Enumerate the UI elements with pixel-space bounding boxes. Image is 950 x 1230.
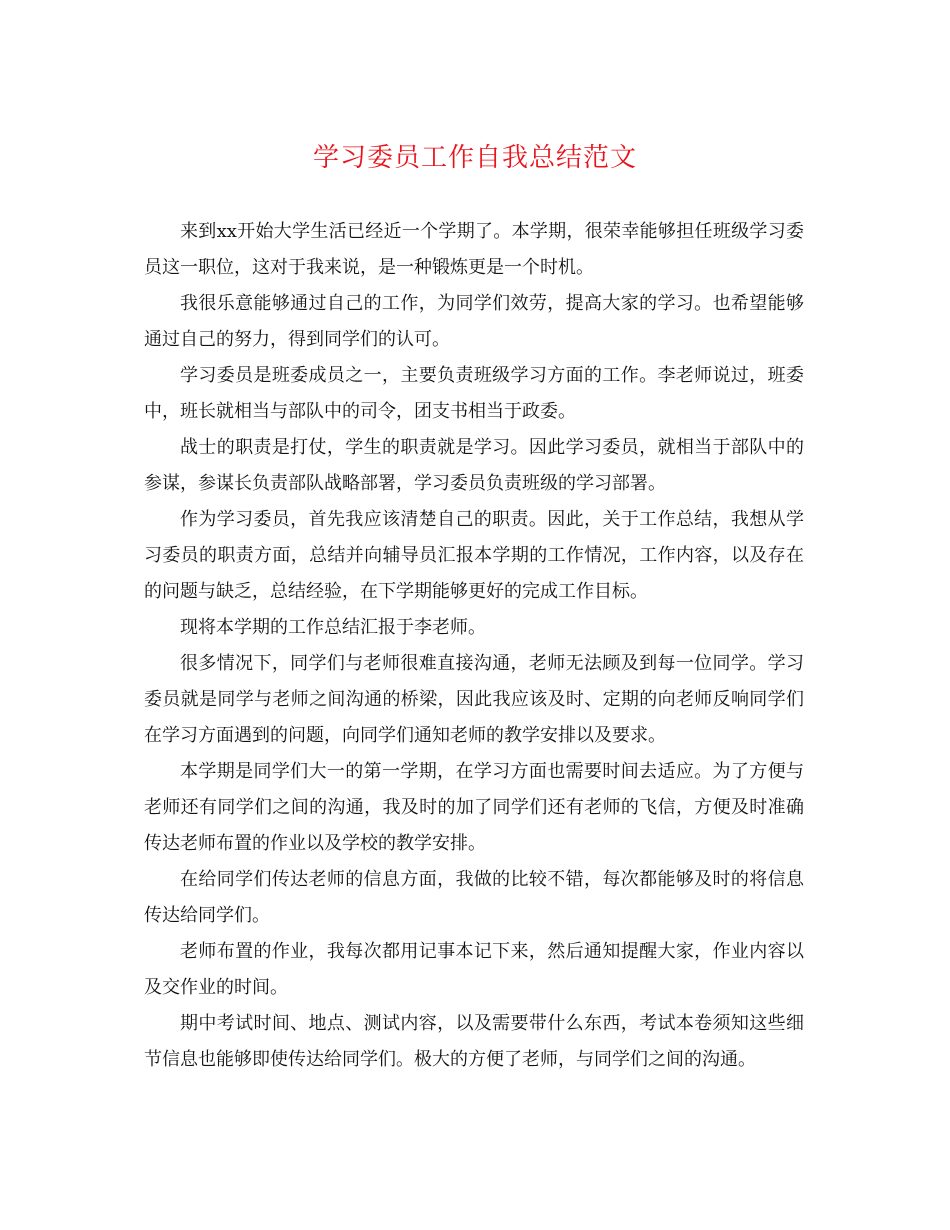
document-title: 学习委员工作自我总结范文 [312,143,637,173]
paragraph-3: 学习委员是班委成员之一，主要负责班级学习方面的工作。李老师说过，班委中，班长就相当与部队中的司令，团支书相当于政委。 [144,365,804,422]
paragraph-8: 本学期是同学们大一的第一学期，在学习方面也需要时间去适应。为了方便与老师还有同学们之间的沟通，我及时的加了同学们还有老师的飞信，方便及时准确传达老师布置的作业以及学校的教学安排。 [144,761,804,854]
paragraph-10: 老师布置的作业，我每次都用记事本记下来，然后通知提醒大家，作业内容以及交作业的时间。 [144,941,804,998]
paragraph-9: 在给同学们传达老师的信息方面，我做的比较不错，每次都能够及时的将信息传达给同学们。 [144,869,804,926]
paragraph-11: 期中考试时间、地点、测试内容，以及需要带什么东西，考试本卷须知这些细节信息也能够即使传达给同学们。极大的方便了老师，与同学们之间的沟通。 [144,1013,804,1070]
paragraph-1: 来到xx开始大学生活已经近一个学期了。本学期，很荣幸能够担任班级学习委员这一职位，这对于我来说，是一种锻炼更是一个时机。 [144,221,804,278]
paragraph-4: 战士的职责是打仗，学生的职责就是学习。因此学习委员，就相当于部队中的参谋，参谋长负责部队战略部署，学习委员负责班级的学习部署。 [144,437,804,494]
paragraph-7: 很多情况下，同学们与老师很难直接沟通，老师无法顾及到每一位同学。学习委员就是同学与老师之间沟通的桥梁，因此我应该及时、定期的向老师反响同学们在学习方面遇到的问题，向同学们通知老师的教学安排以及要求。 [144,653,804,746]
paragraph-2: 我很乐意能够通过自己的工作，为同学们效劳，提高大家的学习。也希望能够通过自己的努力，得到同学们的认可。 [144,293,804,350]
paragraph-6: 现将本学期的工作总结汇报于李老师。 [180,617,486,638]
paragraph-5: 作为学习委员，首先我应该清楚自己的职责。因此，关于工作总结，我想从学习委员的职责方面，总结并向辅导员汇报本学期的工作情况，工作内容，以及存在的问题与缺乏，总结经验，在下学期能够更好的完成工作目标。 [144,509,804,602]
document-body [144,214,804,1078]
